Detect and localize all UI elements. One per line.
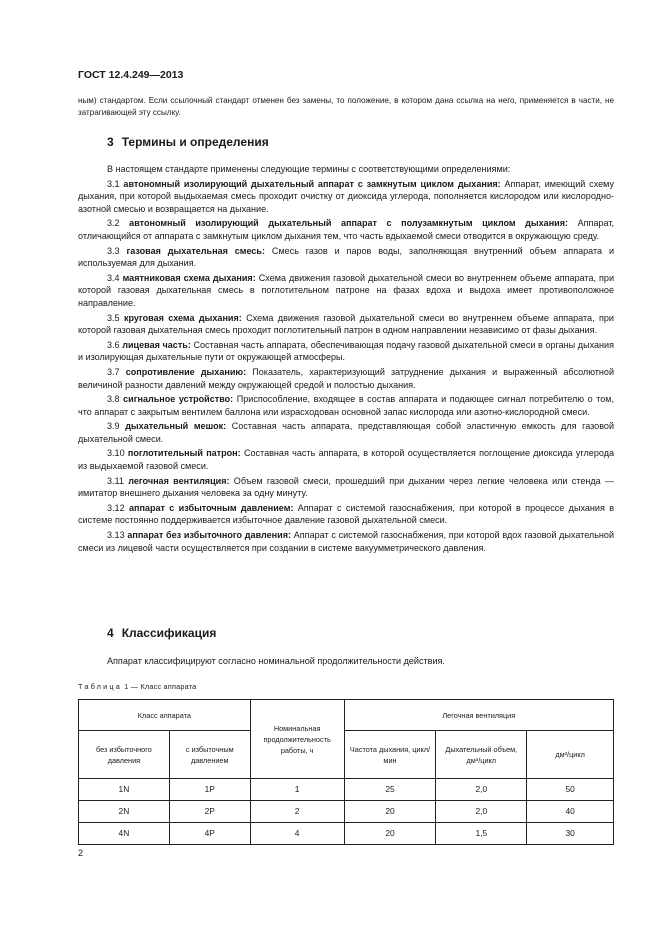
cell-volume: 2,0 — [436, 801, 527, 823]
term-number: 3.11 — [107, 475, 124, 486]
term-definition: Аппарат с системой газоснабжения, при которой вдох газовой дыхательной смеси из лицевой части осуществляется при создании в системе вакуумметрического давления. — [78, 530, 614, 553]
term-number: 3.4 — [107, 272, 120, 283]
section-4-title: Классификация — [121, 626, 217, 640]
term-entry — [78, 366, 614, 391]
term-name: аппарат без избыточного давления: — [127, 530, 291, 541]
section-4-number: 4 — [107, 626, 114, 640]
document-header: ГОСТ 12.4.249—2013 — [78, 69, 184, 81]
term-number: 3.13 — [107, 530, 125, 541]
term-definition: Аппарат, имеющий схему дыхания, при которой выдыхаемая смесь проходит очистку от диоксида углерода, пополняется кислородом или кислородно-азотной смесью и возвращается на дыхание. — [78, 178, 614, 214]
term-name: автономный изолирующий дыхательный аппарат с полузамкнутым циклом дыхания: — [129, 218, 569, 229]
classification-text: Аппарат классифицируют согласно номинальной продолжительности действия. — [107, 656, 445, 666]
term-entry — [78, 178, 614, 216]
term-name: газовая дыхательная смесь: — [126, 245, 266, 256]
cell-class-no-excess: 2N — [79, 801, 170, 823]
term-name: лицевая часть: — [122, 339, 191, 350]
term-entry — [78, 217, 614, 242]
cell-volume-2: 40 — [527, 801, 614, 823]
header-class: Класс аппарата — [79, 700, 251, 731]
table-row — [79, 801, 614, 823]
term-definition: Аппарат с системой газоснабжения, при которой в процессе дыхания в системе постоянно поддерживается избыточное давление газовой дыхательной смеси. — [78, 502, 614, 526]
term-number: 3.1 — [107, 178, 120, 189]
term-entry — [78, 502, 614, 527]
table-caption-prefix: Таблица — [78, 682, 123, 691]
term-definition: Объем газовой смеси, прошедший при дыхании через легкие человека или стенда — имитатор внешнего дыхания человека за одну минуту. — [78, 475, 614, 499]
term-entry — [78, 447, 614, 472]
term-name: легочная вентиляция: — [128, 475, 230, 486]
term-entry — [78, 475, 614, 500]
table-caption-title: 1 — Класс аппарата — [122, 682, 197, 691]
cell-rate: 20 — [344, 823, 436, 845]
term-name: поглотительный патрон: — [127, 448, 241, 459]
term-entry — [78, 272, 614, 310]
cell-class-excess: 4P — [169, 823, 250, 845]
cell-class-no-excess: 1N — [79, 779, 170, 801]
term-definition: Составная часть аппарата, представляющая собой эластичную емкость для газовой дыхательной смеси. — [78, 421, 615, 444]
section-3-title: Термины и определения — [121, 135, 269, 149]
class-table — [78, 699, 614, 845]
term-number: 3.9 — [107, 421, 120, 432]
cell-class-excess: 2P — [169, 801, 250, 823]
cell-volume-2: 50 — [527, 779, 614, 801]
terms-body — [78, 163, 614, 556]
cell-class-no-excess: 4N — [79, 823, 170, 845]
term-name: автономный изолирующий дыхательный аппарат с замкнутым циклом дыхания: — [123, 178, 501, 189]
terms-list — [78, 178, 614, 555]
term-name: маятниковая схема дыхания: — [122, 272, 256, 283]
term-definition: Составная часть аппарата, в которой осуществляется поглощение диоксида углерода из выдыхаемой газовой смеси. — [78, 448, 614, 472]
cell-rate: 25 — [344, 779, 436, 801]
cell-volume: 1,5 — [436, 823, 527, 845]
terms-lead: В настоящем стандарте применены следующие термины с соответствующими определениями: — [107, 164, 511, 174]
term-entry — [78, 312, 614, 337]
cell-volume-2: 30 — [527, 823, 614, 845]
term-name: дыхательный мешок: — [125, 421, 227, 432]
section-3-number: 3 — [107, 135, 114, 149]
term-name: сопротивление дыханию: — [125, 366, 247, 377]
term-definition: Смесь газов и паров воды, заполняющая внутренний объем аппарата и используемая для дыхания. — [78, 245, 615, 269]
table-row — [79, 779, 614, 801]
table-body — [79, 779, 614, 845]
term-definition: Показатель, характеризующий затруднение дыхания и выраженный абсолютной величиной разности давлений между окружающей средой и полостью дыхания. — [78, 366, 615, 390]
term-definition: Приспособление, входящее в состав аппарата и подающее сигнал потребителю о том, что аппарат с закрытым вентилем баллона или израсходован основной запас кислорода или азотно-кислородной смеси. — [78, 394, 615, 417]
header-duration: Номинальная продолжительность работы, ч — [250, 700, 344, 779]
term-number: 3.6 — [107, 339, 120, 350]
term-name: сигнальное устройство: — [123, 394, 234, 405]
header-volume-2: дм³/цикл — [527, 731, 614, 779]
section-3-heading — [107, 135, 269, 149]
term-number: 3.12 — [107, 502, 125, 513]
table-caption — [78, 682, 196, 691]
cell-duration: 4 — [250, 823, 344, 845]
table-row — [79, 823, 614, 845]
term-name: круговая схема дыхания: — [123, 312, 242, 323]
term-entry — [78, 339, 614, 364]
cell-duration: 1 — [250, 779, 344, 801]
intro-paragraph: ным) стандартом. Если ссылочный стандарт отменен без замены, то положение, в котором дана ссылка на него, применяется в части, не затрагивающей эту ссылку. — [78, 96, 614, 117]
term-number: 3.7 — [107, 366, 120, 377]
page-number: 2 — [78, 848, 84, 858]
term-definition: Составная часть аппарата, обеспечивающая подачу газовой дыхательной смеси в органы дыхания и изолирующая дыхательные пути от окружающей атмосферы. — [78, 339, 614, 363]
term-entry — [78, 529, 614, 554]
cell-duration: 2 — [250, 801, 344, 823]
header-volume: Дыхательный объем, дм³/цикл — [436, 731, 527, 779]
term-definition: Аппарат, отличающийся от аппарата с замкнутым циклом дыхания тем, что часть вдыхаемой смеси отводится в окружающую среду. — [78, 218, 615, 241]
term-definition: Схема движения газовой дыхательной смеси во внутреннем объеме аппарата, при которой газовая дыхательная смесь в поглотительном патроне на фазах вдоха и выдоха имеет противоположное направление. — [78, 272, 615, 308]
cell-volume: 2,0 — [436, 779, 527, 801]
term-entry — [78, 393, 614, 418]
term-definition: Схема движения газовой дыхательной смеси во внутреннем объеме аппарата, при которой газовая дыхательная смесь проходит поглотительный патрон в одном направлении независимо от фазы дыхания. — [78, 312, 614, 336]
cell-rate: 20 — [344, 801, 436, 823]
section-4-heading — [107, 626, 216, 640]
header-ventilation: Легочная вентиляция — [344, 700, 613, 731]
header-no-excess: без избыточного давления — [79, 731, 170, 779]
term-entry — [78, 245, 614, 270]
term-entry — [78, 420, 614, 445]
term-number: 3.5 — [107, 312, 120, 323]
term-name: аппарат с избыточным давлением: — [128, 502, 294, 513]
header-excess: с избыточным давлением — [169, 731, 250, 779]
term-number: 3.8 — [107, 394, 120, 405]
term-number: 3.10 — [107, 448, 125, 459]
cell-class-excess: 1P — [169, 779, 250, 801]
term-number: 3.2 — [107, 218, 120, 229]
header-rate: Частота дыхания, цикл/мин — [344, 731, 436, 779]
term-number: 3.3 — [107, 245, 120, 256]
